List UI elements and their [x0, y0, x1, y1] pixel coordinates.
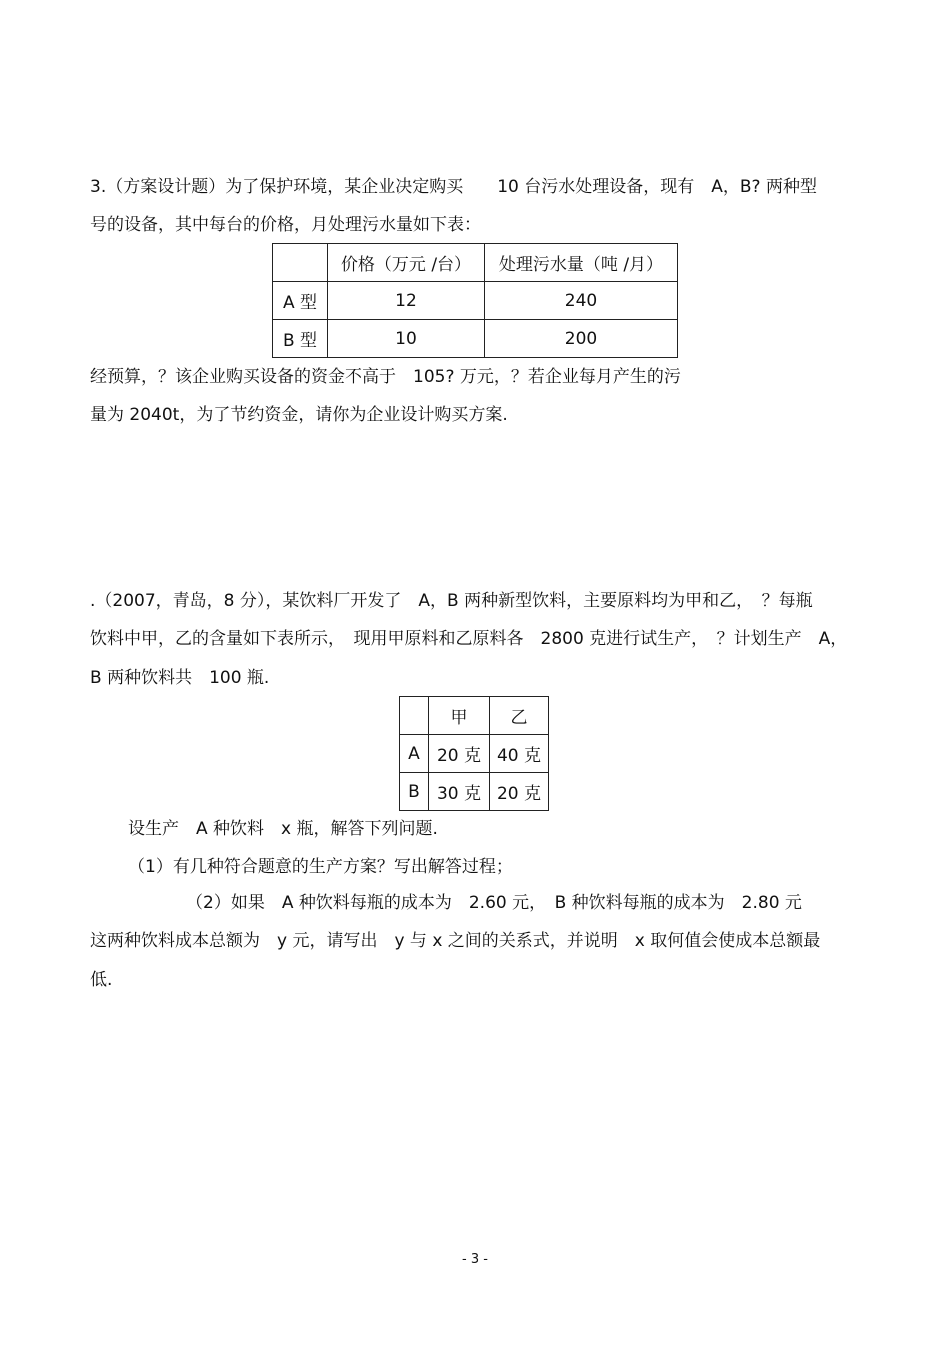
ingredient-table-cell: 20 克 — [429, 735, 490, 773]
price-table-cell: 240 — [485, 282, 678, 320]
ingredient-table-cell: 30 克 — [429, 773, 490, 811]
problem3-line3: 经预算，？该企业购买设备的资金不高于 105? 万元，？若企业每月产生的污 — [90, 367, 681, 387]
ingredient-table-header-yi: 乙 — [490, 697, 549, 735]
price-table — [272, 243, 678, 358]
problem4-question1: （1）有几种符合题意的生产方案？写出解答过程； — [128, 857, 513, 877]
price-table-header-capacity: 处理污水量（吨 /月） — [485, 244, 678, 282]
price-table-header-0 — [273, 244, 328, 282]
ingredient-table-cell: 40 克 — [490, 735, 549, 773]
problem4-question2-line2: 这两种饮料成本总额为 y 元，请写出 y 与 x 之间的关系式，并说明 x 取何值会使成本总额最 — [90, 931, 821, 951]
problem4-line1: .（2007，青岛，8 分），某饮料厂开发了 A，B 两种新型饮料，主要原料均为甲和乙， ？每瓶 — [90, 591, 813, 611]
problem3-line1: 3.（方案设计题）为了保护环境，某企业决定购买 10 台污水处理设备，现有 A，B? 两种型 — [90, 177, 817, 197]
page-number: - 3 - — [462, 1252, 488, 1267]
table-row — [400, 773, 549, 811]
ingredient-table-header-0 — [400, 697, 429, 735]
price-table-cell: 200 — [485, 320, 678, 358]
ingredient-table-cell: B — [400, 773, 429, 811]
ingredient-table-header-row — [400, 697, 549, 735]
table-row — [400, 735, 549, 773]
table-row — [273, 320, 678, 358]
price-table-header-price: 价格（万元 /台） — [328, 244, 485, 282]
table-row — [273, 282, 678, 320]
problem3-line2: 号的设备，其中每台的价格，月处理污水量如下表： — [90, 215, 481, 235]
ingredient-table-header-jia: 甲 — [429, 697, 490, 735]
problem4-question2-line3: 低. — [90, 970, 113, 990]
problem4-line3: B 两种饮料共 100 瓶. — [90, 668, 270, 688]
problem4-setup: 设生产 A 种饮料 x 瓶，解答下列问题. — [128, 819, 438, 839]
price-table-cell: A 型 — [273, 282, 328, 320]
price-table-cell: 10 — [328, 320, 485, 358]
price-table-cell: B 型 — [273, 320, 328, 358]
ingredient-table-cell: A — [400, 735, 429, 773]
problem3-line4: 量为 2040t，为了节约资金，请你为企业设计购买方案. — [90, 405, 508, 425]
price-table-cell: 12 — [328, 282, 485, 320]
ingredient-table-cell: 20 克 — [490, 773, 549, 811]
problem4-line2: 饮料中甲，乙的含量如下表所示， 现用甲原料和乙原料各 2800 克进行试生产， ？计划生产 A， — [90, 629, 848, 649]
problem4-question2-line1: （2）如果 A 种饮料每瓶的成本为 2.60 元， B 种饮料每瓶的成本为 2.80 元 — [186, 893, 802, 913]
price-table-header-row — [273, 244, 678, 282]
ingredient-table — [399, 696, 549, 811]
